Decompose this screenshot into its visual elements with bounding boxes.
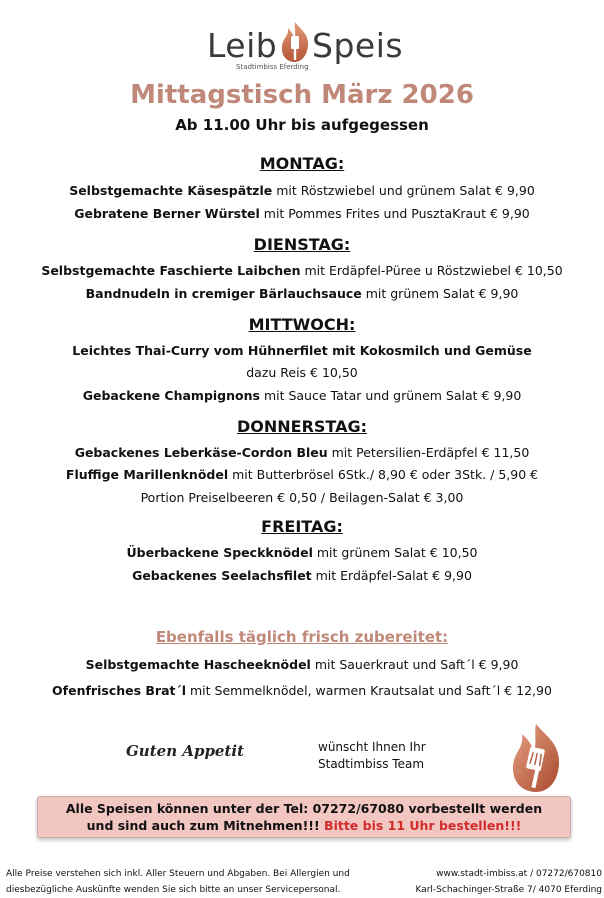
flame-spatula-icon [506,722,566,798]
menu-item: Ofenfrisches Brat´l mit Semmelknödel, warmen Krautsalat und Saft´l € 12,90 [52,683,552,698]
banner-line-2: und sind auch zum Mitnehmen!!! Bitte bis 11 Uhr bestellen!!! [86,818,522,833]
footer-disclaimer: Alle Preise verstehen sich inkl. Aller Steuern und Abgaben. Bei Allergien und diesbezügliche Auskünfte wenden Sie sich bitte an unser Servicepersonal. [6,869,350,895]
preorder-banner [37,796,571,838]
menu-item: Überbackene Speckknödel mit grünem Salat € 10,50 [126,545,478,560]
logo-name-left: Leib [207,26,278,65]
menu-item: Gebratene Berner Würstel mit Pommes Frites und PusztaKraut € 9,90 [74,206,530,221]
day-heading-dienstag: DIENSTAG: [253,235,351,254]
page-title: Mittagstisch März 2026 [130,80,474,110]
menu-item: Fluffige Marillenknödel mit Butterbrösel 6Stk./ 8,90 € oder 3Stk. / 5,90 € [65,467,539,482]
guten-appetit-text: Guten Appetit [126,742,245,760]
wish-line-2: Stadtimbiss Team [318,757,425,771]
menu-item: Gebackenes Seelachsfilet mit Erdäpfel-Salat € 9,90 [132,568,472,583]
day-heading-montag: MONTAG: [259,154,345,173]
banner-line-1: Alle Speisen können unter der Tel: 07272/67080 vorbestellt werden [65,801,543,816]
wish-line-1: wünscht Ihnen Ihr [318,740,426,754]
menu-item: dazu Reis € 10,50 [246,365,358,380]
menu-item: Bandnudeln in cremiger Bärlauchsauce mit grünem Salat € 9,90 [85,286,519,301]
day-heading-mittwoch: MITTWOCH: [248,315,356,334]
menu-item: Portion Preiselbeeren € 0,50 / Beilagen-Salat € 3,00 [140,490,464,505]
menu-item: Selbstgemachte Faschierte Laibchen mit Erdäpfel-Püree u Röstzwiebel € 10,50 [41,263,563,278]
logo [0,8,604,71]
menu-item: Leichtes Thai-Curry vom Hühnerfilet mit Kokosmilch und Gemüse [72,343,532,358]
page-subtitle: Ab 11.00 Uhr bis aufgegessen [175,116,429,134]
flame-spatula-icon [277,20,313,68]
footer-contact: www.stadt-imbiss.at / 07272/670810 Karl-Schachinger-Straße 7/ 4070 Eferding [415,869,602,895]
menu-item: Gebackenes Leberkäse-Cordon Bleu mit Petersilien-Erdäpfel € 11,50 [74,445,530,460]
day-heading-donnerstag: DONNERSTAG: [236,417,368,436]
menu-item: Gebackene Champignons mit Sauce Tatar und grünem Salat € 9,90 [82,388,522,403]
menu-item: Selbstgemachte Käsespätzle mit Röstzwiebel und grünem Salat € 9,90 [69,183,535,198]
menu-item: Selbstgemachte Hascheeknödel mit Sauerkraut und Saft´l € 9,90 [85,657,519,672]
daily-heading: Ebenfalls täglich frisch zubereitet: [155,628,449,646]
team-wish [318,739,426,773]
day-heading-freitag: FREITAG: [261,517,343,536]
logo-subtitle: Stadtimbiss Eferding [236,63,309,71]
logo-name-right: Speis [312,26,404,65]
